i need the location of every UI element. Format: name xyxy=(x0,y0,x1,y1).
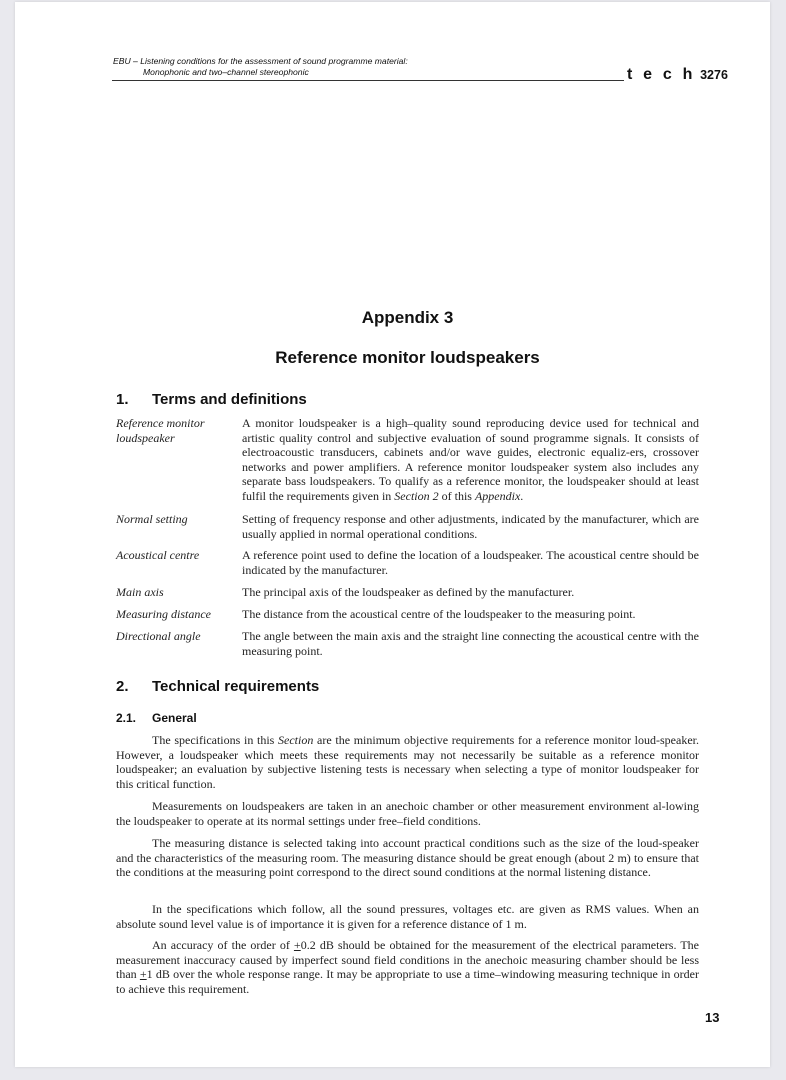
paragraph: In the specifications which follow, all the sound pressures, voltages etc. are given as RMS values. When an absolute sound level value is of importance it is given for a reference distance of 1 m. xyxy=(116,902,699,931)
subsection-2-1-heading xyxy=(116,711,197,725)
section-title: Terms and definitions xyxy=(152,391,307,408)
text-run: 1 dB over the whole response range. It may be appropriate to use a time–windowing measuring technique in order to achieve this requirement. xyxy=(116,967,699,996)
definition-text: The principal axis of the loudspeaker as defined by the manufacturer. xyxy=(242,585,575,599)
definition-term: Main axis xyxy=(116,585,164,599)
section-reference: Section xyxy=(278,733,314,747)
section-1-heading xyxy=(116,391,307,408)
definition-text: A reference point used to define the location of a loudspeaker. The acoustical centre should be indicated by the manufacturer. xyxy=(242,548,699,577)
definition-term: Reference monitor loudspeaker xyxy=(116,416,205,445)
definition-term: Directional angle xyxy=(116,629,201,643)
appendix-reference: Appendix xyxy=(474,488,521,503)
text-run: A monitor loudspeaker is a high–quality sound reproducing device used for technical and artistic quality control and subjective evaluation of sound programme signals. It consists of electroacoustic transducers, cabinets and/or wave guides, electronic equaliz-ers, crossover networks and power amplifiers. A reference monitor loudspeaker system also includes any separate bass loudspeakers. To qualify as a reference monitor, the loudspeaker should at least fulfil the requirements given in xyxy=(242,416,699,503)
paragraph: Measurements on loudspeakers are taken in an anechoic chamber or other measurement environment al-lowing the loudspeaker to operate at its normal settings under free–field conditions. xyxy=(116,799,699,828)
definition-text: Setting of frequency response and other adjustments, indicated by the manufacturer, which are usually applied in normal operational conditions. xyxy=(242,512,699,541)
tech-label: t e c h xyxy=(627,66,696,83)
definition-term: Acoustical centre xyxy=(116,548,200,562)
text-run: 0.2 dB should be obtained for the measurement of the electrical parameters. The measurement inaccuracy caused by imperfect sound field conditions in the anechoic measuring chamber should be less than xyxy=(116,938,699,982)
definition-text: The angle between the main axis and the straight line connecting the acoustical centre with the measuring point. xyxy=(242,629,699,658)
text-run: . xyxy=(520,488,524,503)
text-run: are the minimum objective requirements for a reference monitor loud-speaker. However, a loudspeaker which meets these requirements may not necessarily be suitable as a reference monitor loudspeaker; an evaluation by subjective listening tests is necessary when selecting a type of monitor loudspeaker for this critical function. xyxy=(116,733,699,791)
tech-doc-id xyxy=(627,66,728,84)
plus-minus-sign: + xyxy=(139,967,147,982)
text-run: of this xyxy=(438,488,475,503)
document-page xyxy=(15,2,770,1067)
subsection-number: 2.1. xyxy=(116,711,137,725)
section-title: Technical requirements xyxy=(152,678,320,695)
paragraph: The measuring distance is selected taking into account practical conditions such as the size of the loud-speaker and the characteristics of the measuring room. The measuring distance should be great enough (about 2 m) to ensure that the conditions at the measuring point correspond to the direct sound conditions at the normal listening distance. xyxy=(116,836,699,880)
definition-term: Normal setting xyxy=(116,512,188,526)
text-run: An accuracy of the order of xyxy=(152,938,294,952)
header-rule xyxy=(112,80,624,81)
subsection-title: General xyxy=(152,711,197,725)
appendix-title: Appendix 3 xyxy=(361,308,454,327)
section-reference: Section 2 xyxy=(394,488,439,503)
text-run: The specifications in this xyxy=(152,733,279,747)
header-title-line1: EBU – Listening conditions for the assessment of sound programme material: xyxy=(113,56,408,66)
appendix-subtitle: Reference monitor loudspeakers xyxy=(275,348,540,367)
section-number: 1. xyxy=(116,391,129,408)
definition-text: The distance from the acoustical centre of the loudspeaker to the measuring point. xyxy=(242,607,636,621)
definition-term: Measuring distance xyxy=(116,607,211,621)
section-2-heading xyxy=(116,678,319,695)
header-title-line2: Monophonic and two–channel stereophonic xyxy=(143,67,309,77)
definition-text xyxy=(242,416,699,504)
page-number: 13 xyxy=(705,1010,720,1025)
section-number: 2. xyxy=(116,678,129,695)
paragraph xyxy=(116,733,699,791)
tech-number: 3276 xyxy=(700,68,728,82)
paragraph xyxy=(116,938,699,996)
plus-minus-sign: + xyxy=(293,938,301,952)
